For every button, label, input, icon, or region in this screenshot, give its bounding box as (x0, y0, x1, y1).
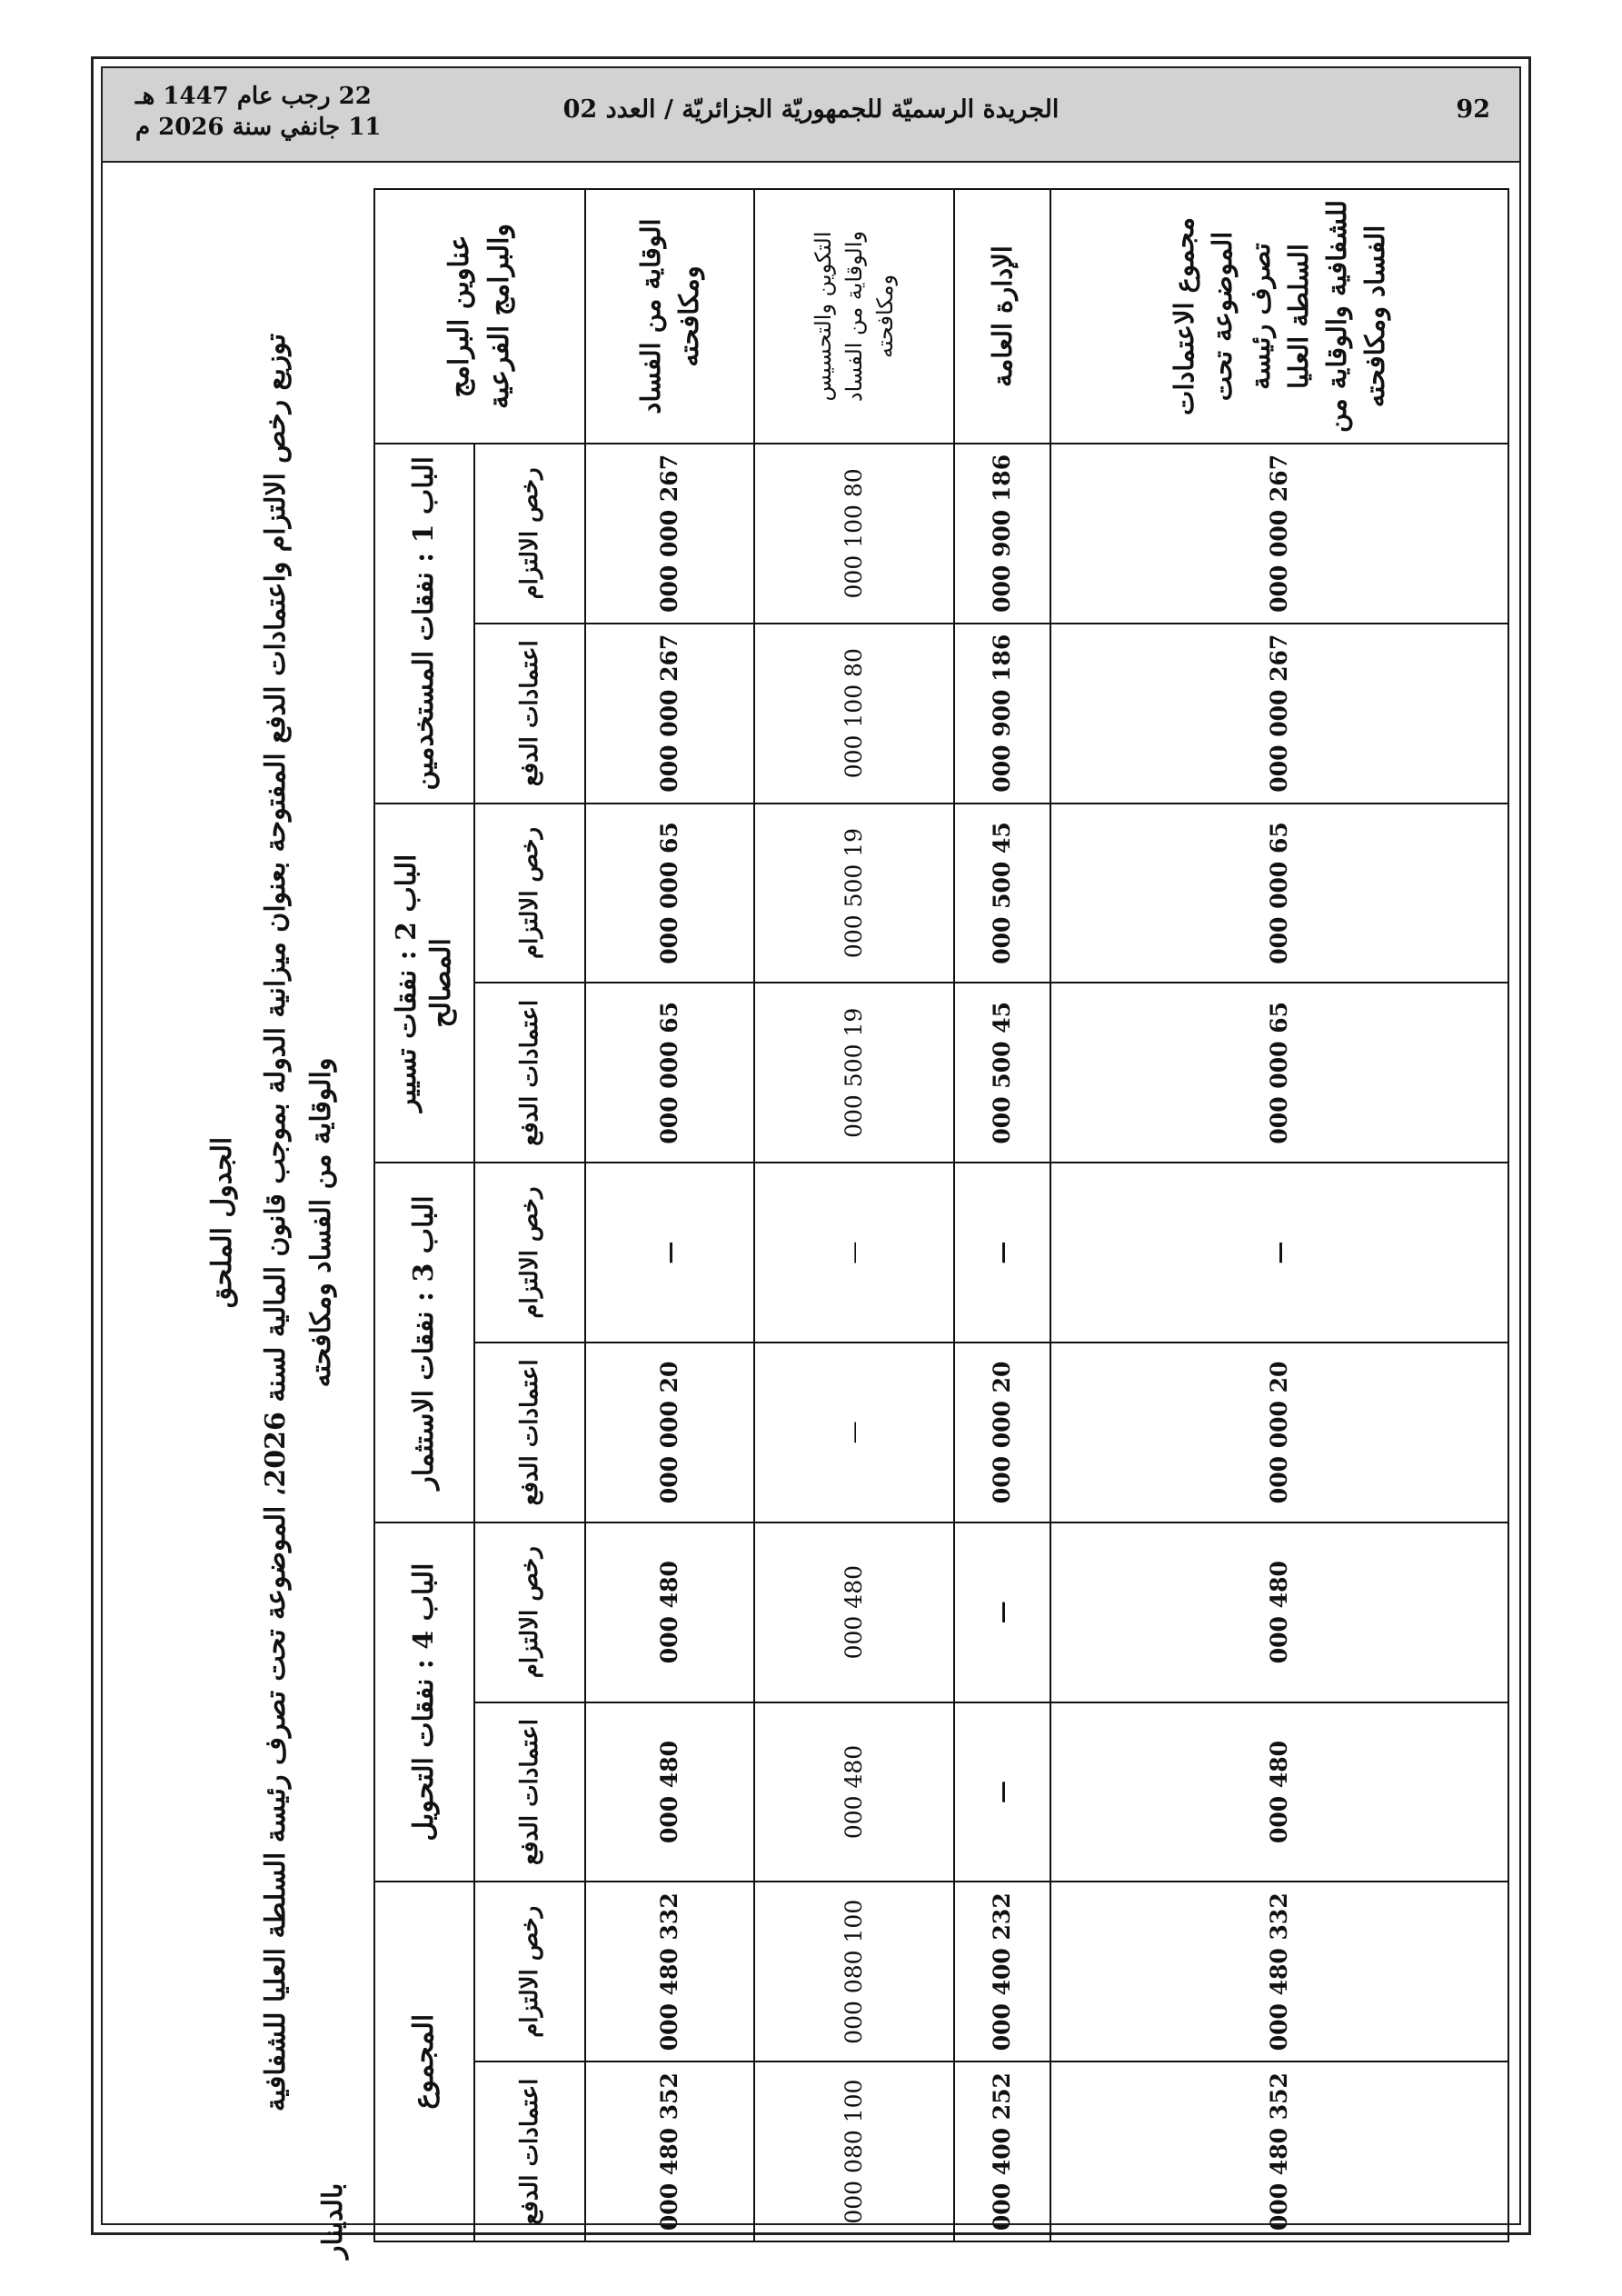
page-inner-frame (101, 66, 1521, 2259)
value-cell: 252 400 000 (954, 2061, 1050, 2241)
value-cell: 480 000 (1050, 1702, 1508, 1882)
value-cell: 65 000 000 (1050, 983, 1508, 1163)
value-cell: 65 000 000 (1050, 804, 1508, 983)
value-cell: 232 400 000 (954, 1882, 1050, 2061)
sub-header-commitment: رخص الالتزام (474, 1522, 585, 1702)
page-header (103, 68, 1519, 163)
annex-title: توزيع رخص الالتزام واعتمادات الدفع المفتوحة بعنوان ميزانية الدولة بموجب قانون المالية لسنة 2026، الموضوعة تحت تصرف رئيسة السلطة العليا للشفافية والوقاية من الفساد ومكافحته (260, 333, 337, 2112)
program-cell: الوقاية من الفساد ومكافحته (585, 189, 754, 444)
sub-header-commitment: رخص الالتزام (474, 804, 585, 983)
value-cell: 267 000 000 (1050, 624, 1508, 804)
value-cell: 480 000 (754, 1522, 954, 1702)
program-header: عناوين البرامج والبرامج الفرعية (374, 189, 585, 444)
date-hijri: 22 رجب عام 1447 هـ (135, 83, 372, 110)
program-cell: التكوين والتحسيس والوقاية من الفساد ومكافحته (754, 189, 954, 444)
value-cell: 45 500 000 (954, 983, 1050, 1163)
value-cell: — (754, 1343, 954, 1522)
group-header: الباب 3 : نفقات الاستثمار (374, 1163, 474, 1522)
annex-label: الجدول الملحق (206, 1136, 238, 1309)
group-header: الباب 4 : نفقات التحويل (374, 1522, 474, 1882)
currency-unit: بالدينار (317, 2182, 349, 2259)
value-cell: — (754, 1163, 954, 1343)
table-row (754, 189, 954, 2241)
value-cell: 480 000 (585, 1702, 754, 1882)
sub-header-commitment: رخص الالتزام (474, 444, 585, 624)
journal-title: الجريدة الرسميّة للجمهوريّة الجزائريّة / العدد 02 (562, 95, 1060, 124)
value-cell: 65 000 000 (585, 804, 754, 983)
value-cell: 332 480 000 (1050, 1882, 1508, 2061)
value-cell: 186 900 000 (954, 624, 1050, 804)
value-cell: 480 000 (1050, 1522, 1508, 1702)
value-cell: 45 500 000 (954, 804, 1050, 983)
value-cell: 480 000 (585, 1522, 754, 1702)
value-cell: 100 080 000 (754, 2061, 954, 2241)
value-cell: 20 000 000 (1050, 1343, 1508, 1522)
sub-header-payment: اعتمادات الدفع (474, 1702, 585, 1882)
group-header: المجموع (374, 1882, 474, 2241)
rotated-annex (203, 177, 1520, 2268)
group-header-row (374, 189, 474, 2241)
sub-header-payment: اعتمادات الدفع (474, 1343, 585, 1522)
date-gregorian: 11 جانفي سنة 2026 م (135, 114, 382, 141)
value-cell: — (954, 1702, 1050, 1882)
value-cell: 480 000 (754, 1702, 954, 1882)
value-cell: 20 000 000 (954, 1343, 1050, 1522)
sub-header-payment: اعتمادات الدفع (474, 624, 585, 804)
table-row (585, 189, 754, 2241)
program-cell: الإدارة العامة (954, 189, 1050, 444)
value-cell: 332 480 000 (585, 1882, 754, 2061)
value-cell: — (585, 1163, 754, 1343)
page-number: 92 (1456, 95, 1490, 124)
value-cell: 267 000 000 (585, 444, 754, 624)
value-cell: 80 100 000 (754, 444, 954, 624)
value-cell: 267 000 000 (585, 624, 754, 804)
value-cell: 267 000 000 (1050, 444, 1508, 624)
value-cell: 100 080 000 (754, 1882, 954, 2061)
value-cell: 352 480 000 (1050, 2061, 1508, 2241)
value-cell: 65 000 000 (585, 983, 754, 1163)
table-total-row (1050, 189, 1508, 2241)
sub-header-payment: اعتمادات الدفع (474, 983, 585, 1163)
sub-header-commitment: رخص الالتزام (474, 1882, 585, 2061)
page-frame (91, 56, 1531, 2259)
value-cell: 186 900 000 (954, 444, 1050, 624)
group-header: الباب 2 : نفقات تسيير المصالح (374, 804, 474, 1163)
sub-header-commitment: رخص الالتزام (474, 1163, 585, 1343)
value-cell: — (954, 1522, 1050, 1702)
value-cell: — (954, 1163, 1050, 1343)
value-cell: 20 000 000 (585, 1343, 754, 1522)
value-cell: 19 500 000 (754, 983, 954, 1163)
sub-header-row (474, 189, 585, 2241)
group-header: الباب 1 : نفقات المستخدمين (374, 444, 474, 804)
program-total-cell: مجموع الاعتمادات الموضوعة تحت تصرف رئيسة السلطة العليا للشفافية والوقاية من الفساد ومكافحته (1050, 189, 1508, 444)
value-cell: — (1050, 1163, 1508, 1343)
budget-table (373, 188, 1509, 2242)
sub-header-payment: اعتمادات الدفع (474, 2061, 585, 2241)
value-cell: 80 100 000 (754, 624, 954, 804)
value-cell: 19 500 000 (754, 804, 954, 983)
table-row (954, 189, 1050, 2241)
value-cell: 352 480 000 (585, 2061, 754, 2241)
